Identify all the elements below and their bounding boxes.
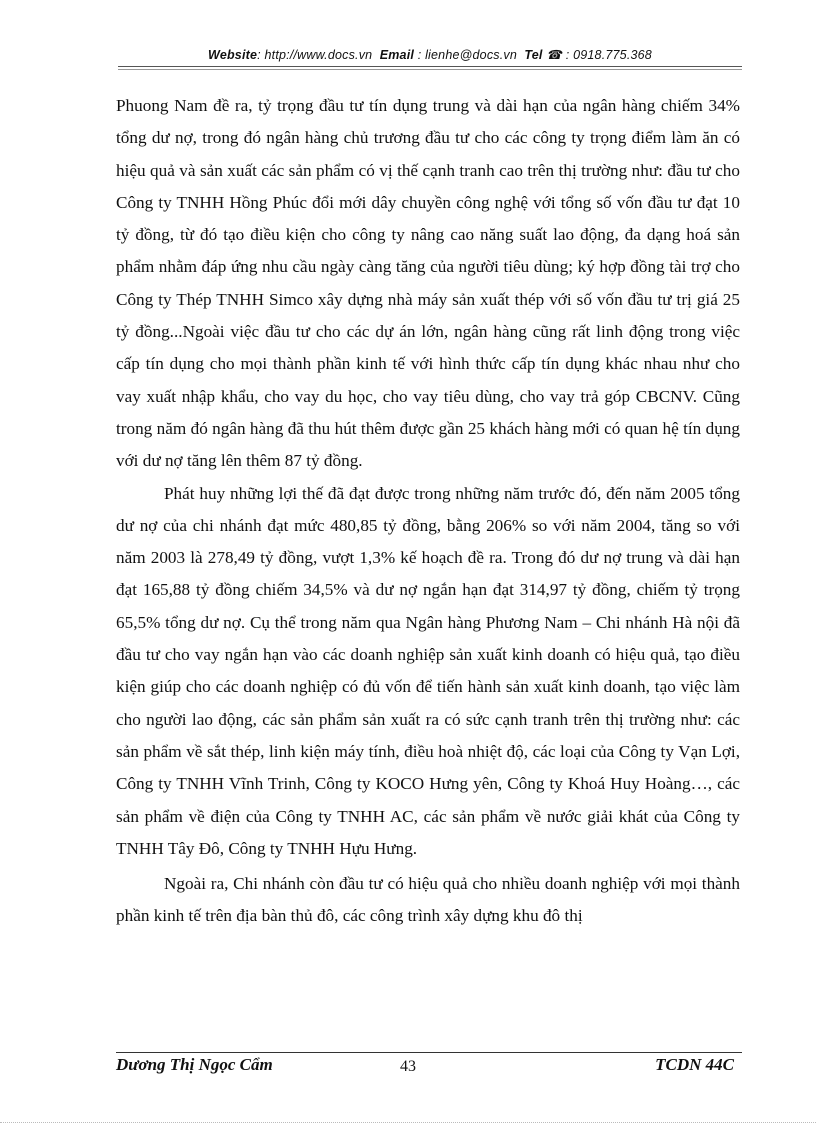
header-divider [118, 66, 742, 67]
footer-class-code: TCDN 44C [655, 1055, 734, 1074]
paragraph-3: Ngoài ra, Chi nhánh còn đầu tư có hiệu quả cho nhiều doanh nghiệp với mọi thành phần kinh tế trên địa bàn thủ đô, các công trình xây dựng khu đô thị [116, 874, 740, 926]
tel-value: : 0918.775.368 [565, 48, 652, 62]
email-value: : lienhe@docs.vn [417, 48, 518, 62]
paragraph-1: Phuong Nam đề ra, tỷ trọng đầu tư tín dụng trung và dài hạn của ngân hàng chiếm 34% tổng dư nợ, trong đó ngân hàng chủ trương đầu tư cho các công ty trọng điểm làm ăn có hiệu quả và sản xuất các sản phẩm có vị thế cạnh tranh cao trên thị trường như: đầu tư cho Công ty TNHH Hồng Phúc đổi mới dây chuyền công nghệ với tổng số vốn đầu tư đạt 10 tỷ đồng, từ đó tạo điều kiện cho công ty nâng cao năng suất lao động, đa dạng hoá sản phẩm nhằm đáp ứng nhu cầu ngày càng tăng của người tiêu dùng; ký hợp đồng tài trợ cho Công ty Thép TNHH Simco xây dựng nhà máy sản xuất thép với số vốn đầu tư trị giá 25 tỷ đồng...Ngoài việc đầu tư cho các dự án lớn, ngân hàng cũng rất linh động trong việc cấp tín dụng cho mọi thành phần kinh tế với hình thức cấp tín dụng khác nhau như cho vay xuất nhập khẩu, cho vay du học, cho vay tiêu dùng, cho vay trả góp CBCNV. Cũng trong năm đó ngân hàng đã thu hút thêm được gần 25 khách hàng mới có quan hệ tín dụng với dư nợ tăng lên thêm 87 tỷ đồng. [116, 96, 740, 471]
page-number: 43 [400, 1058, 416, 1075]
website-value: : http://www.docs.vn [257, 48, 373, 62]
tel-label: Tel [524, 48, 543, 62]
website-label: Website [208, 48, 258, 62]
paragraph-2: Phát huy những lợi thế đã đạt được trong những năm trước đó, đến năm 2005 tổng dư nợ của chi nhánh đạt mức 480,85 tỷ đồng, bằng 206% so với năm 2004, tăng so với năm 2003 là 278,49 tỷ đồng, vượt 1,3% kế hoạch đề ra. Trong đó dư nợ trung và dài hạn đạt 165,88 tỷ đồng chiếm 34,5% và dư nợ ngắn hạn đạt 314,97 tỷ đồng, chiếm tỷ trọng 65,5% tổng dư nợ. Cụ thể trong năm qua Ngân hàng Phương Nam – Chi nhánh Hà nội đã đầu tư cho vay ngắn hạn vào các doanh nghiệp sản xuất kinh doanh có hiệu quả, tạo điều kiện giúp cho các doanh nghiệp có đủ vốn để tiến hành sản xuất kinh doanh, tạo việc làm cho người lao động, các sản phẩm sản xuất ra có sức cạnh tranh trên thị trường như: các sản phẩm về sắt thép, linh kiện máy tính, điều hoà nhiệt độ, các loại của Công ty Vạn Lợi, Công ty TNHH Vĩnh Trinh, Công ty KOCO Hưng yên, Công ty Khoá Huy Hoàng…, các sản phẩm về điện của Công ty TNHH AC, các sản phẩm về nước giải khát của Công ty TNHH Tây Đô, Công ty TNHH Hựu Hưng. [116, 483, 740, 858]
footer-divider [116, 1052, 742, 1053]
email-label: Email [379, 48, 415, 62]
document-body [116, 90, 740, 933]
page-header [118, 47, 742, 62]
header-divider-secondary [118, 69, 742, 70]
footer-author: Dương Thị Ngọc Cẩm [116, 1055, 273, 1074]
phone-icon: ☎ [546, 48, 563, 62]
